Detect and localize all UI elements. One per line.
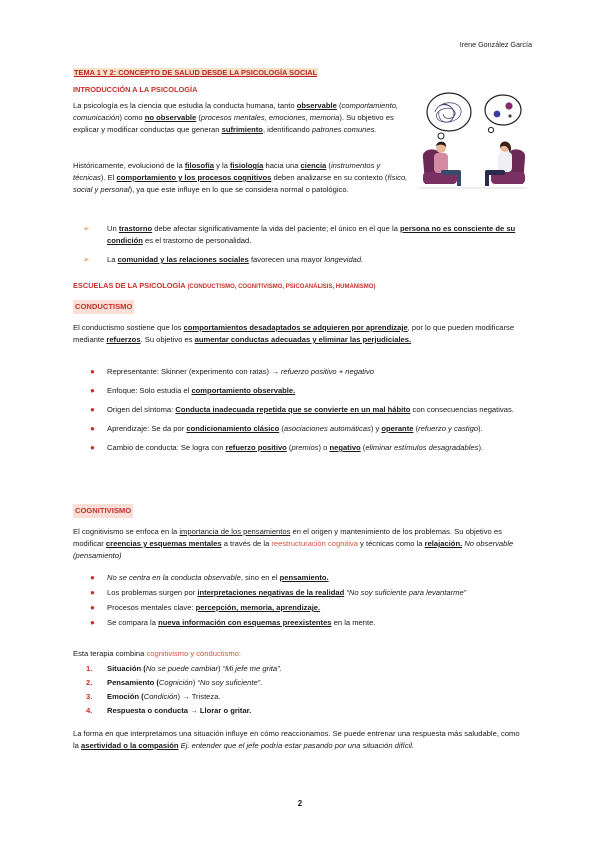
list-item: ● Se compara la nueva información con esquemas preexistentes en la mente. [90,618,376,627]
list-item: ● Origen del síntoma: Conducta inadecuada repetida que se convierte en un mal hábito con consecuencias negativas. [90,405,514,414]
intro-arrow-list [73,223,525,266]
list-item: ➢ Un trastorno debe afectar significativamente la vida del paciente; el único en el que la persona no es consciente de su condición es el trastorno de personalidad. [83,224,516,245]
list-item: ● No se centra en la conducta observable, sino en el pensamiento. [90,573,329,582]
final-paragraph: La forma en que interpretamos una situación influye en cómo reaccionamos. Se puede entrenar una respuesta más saludable, como la asertividad o la compasión Ej. entender que el jefe podría estar pasando por una situación difícil. [73,729,520,750]
list-item: ● Los problemas surgen por interpretaciones negativas de la realidad “No soy suficiente para levantarme” [90,588,467,597]
bullet-icon: ● [90,588,95,597]
list-item: ● Cambio de conducta: Se logra con refuerzo positivo (premios) o negativo (eliminar estímulos desagradables). [90,443,484,452]
arrow-bullet-icon: ➢ [83,224,90,233]
doc-title: TEMA 1 Y 2: CONCEPTO DE SALUD DESDE LA PSICOLOGÍA SOCIAL [74,68,318,77]
bullet-icon: ● [90,386,95,395]
page-number: 2 [297,799,303,808]
bullet-icon: ● [90,443,95,452]
list-item: 1. Situación (No se puede cambiar) “Mi jefe me grita”. [86,664,282,673]
list-item: ● Aprendizaje: Se da por condicionamiento clásico (asociaciones automáticas) y operante (refuerzo y castigo). [90,424,483,433]
list-item: ● Representante: Skinner (experimento con ratas) → refuerzo positivo + negativo [90,367,374,376]
therapy-illustration [417,92,529,196]
bullet-icon: ● [90,367,95,376]
conductismo-paragraph: El conductismo sostiene que los comportamientos desadaptados se adquieren por aprendizaje, por lo que pueden modificarse mediante refuerzos. Su objetivo es aumentar conductas adecuadas y eliminar las perjudiciales. [73,323,515,344]
bullet-icon: ● [90,573,95,582]
list-item: 2. Pensamiento (Cognición) “No soy suficiente”. [86,678,263,687]
bullet-icon: ● [90,405,95,414]
doc-title-line [73,67,525,79]
intro-heading: INTRODUCCIÓN A LA PSICOLOGÍA [73,85,198,94]
cognitivismo-paragraph: El cognitivismo se enfoca en la importancia de los pensamientos en el origen y mantenimiento de los problemas. Su objetivo es modificar creencias y esquemas mentales a través de la reestructuración cognitiva y técnicas como la relajación. No observable (pensamiento) [73,527,514,560]
list-item: 4. Respuesta o conducta → Llorar o gritar. [86,706,252,715]
bullet-icon: ● [90,603,95,612]
list-item: ● Enfoque: Solo estudia el comportamiento observable. [90,386,296,395]
author-name: Irene González García [459,40,532,49]
cognitivismo-list [73,572,525,629]
conductismo-heading-line [73,300,525,314]
list-item: ● Procesos mentales clave: percepción, memoria, aprendizaje. [90,603,321,612]
escuelas-heading: ESCUELAS DE LA PSICOLOGÍA (CONDUCTISMO, COGNITIVISMO, PSICOANÁLISIS, HUMANISMO) [73,281,376,290]
conductismo-list [73,366,525,454]
arrow-bullet-icon: ➢ [83,255,90,264]
conductismo-heading: CONDUCTISMO [73,300,134,314]
steps-list [73,663,525,717]
bullet-icon: ● [90,618,95,627]
intro-paragraph-1: La psicología es la ciencia que estudia la conducta humana, tanto observable (comportamiento, comunicación) como no observable (procesos mentales, emociones, memoria). Su objetivo es explicar y modificar conductas que generan sufrimiento, identificando patrones comunes. [73,101,399,134]
list-item: 3. Emoción (Condición) → Tristeza. [86,692,221,701]
list-item: ➢ La comunidad y las relaciones sociales favorecen una mayor longevidad. [83,255,364,264]
bullet-icon: ● [90,424,95,433]
combina-line: Esta terapia combina cognitivismo y conductismo: [73,649,241,658]
cognitivismo-heading: COGNITIVISMO [73,504,133,518]
intro-paragraph-2: Históricamente, evolucionó de la filosofía y la fisiología hacia una ciencia (instrumentos y técnicas). El comportamiento y los procesos cognitivos deben analizarse en su contexto (físico, social y personal), ya que este influye en lo que se considera normal o patológico. [73,161,408,194]
cognitivismo-heading-line [73,504,525,518]
